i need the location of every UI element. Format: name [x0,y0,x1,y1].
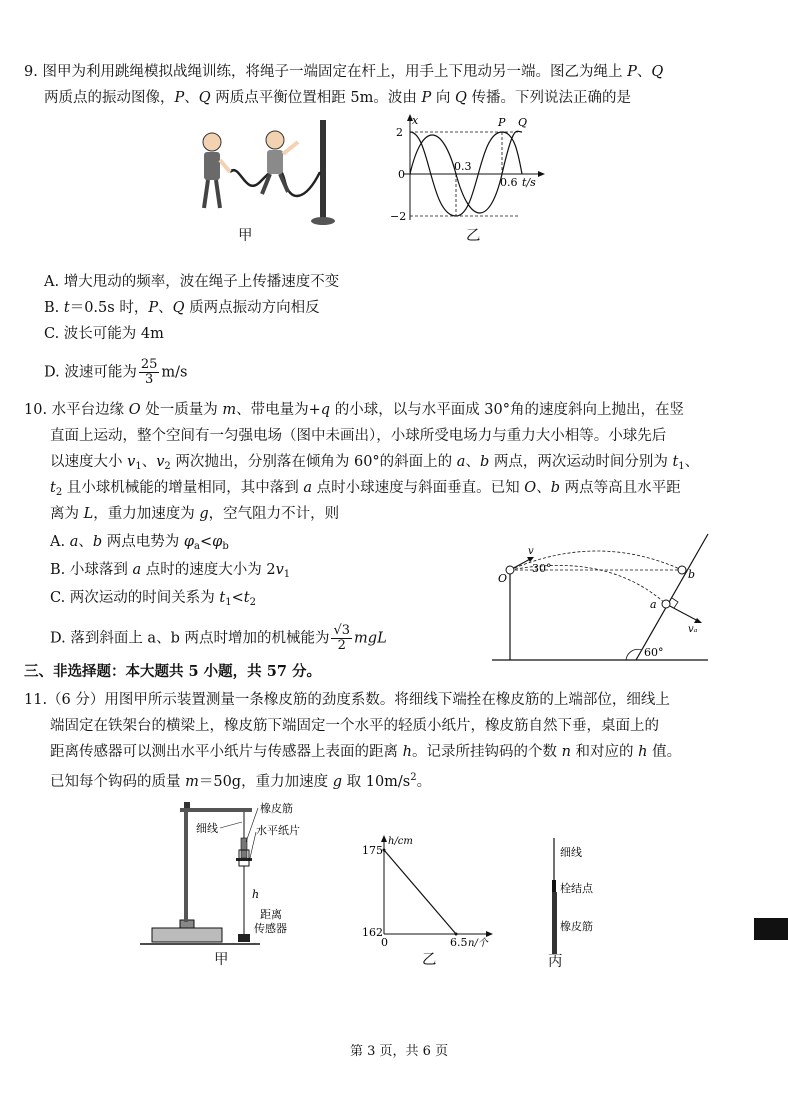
label-b: b [688,568,696,581]
q9-figure-yi [390,112,550,230]
ball-O [506,566,514,574]
q10-stem-line3: 以速度大小 $v_1$、$v_2$ 两次抛出，分别落在倾角为 60°的斜面上的 a、b 两点，两次运动时间分别为 $t_1$、 [50,454,700,472]
q11-figure-bing [540,834,630,954]
q10-option-a: A. a、b 两点电势为 $\varphi_a<\varphi_b$ [50,534,229,552]
graph-tick-2: 2 [396,126,403,139]
graph-x-label: t/s [522,176,536,189]
q10-option-c: C. 两次运动的时间关系为 $t_1<t_2$ [50,590,256,608]
q11-fig-yi-caption: 乙 [422,952,437,968]
q9-option-a: A. 增大甩动的频率，波在绳子上传播速度不变 [44,274,340,290]
bing-label-xiangpijin: 橡皮筋 [560,920,593,933]
bing-label-shuanjie: 栓结点 [560,882,593,895]
q10-stem-line2: 直面上运动，整个空间有一匀强电场（图中未画出），小球所受电场力与重力大小相等。小球先后 [50,428,667,444]
kid1-head [203,133,221,151]
q9-figure-jia [190,112,350,242]
kid1-body [204,152,220,180]
q11-figure-jia [140,798,320,968]
label-30deg: 30° [532,562,552,575]
graph-y-label: x [412,114,419,127]
graph-tick-neg2: −2 [390,210,407,223]
label-a: a [650,598,657,611]
kid2-body [267,150,283,174]
q9-option-b: B. t＝0.5s 时，P、Q 质两点振动方向相反 [44,300,320,316]
bing-knot [552,880,556,892]
q11-stem-line4: 已知每个钩码的质量 m＝50g，重力加速度 g 取 $10m/s^2$。 [50,772,432,790]
chart-y-label: h/cm [388,836,413,847]
q9-fig-yi-caption: 乙 [466,228,481,244]
graph-label-P: P [498,116,506,129]
label-O: O [498,572,508,585]
chart-tick-65: 6.5 [450,936,468,948]
q9-option-d: D. 波速可能为 $\frac{25}{3}$ m/s [44,357,188,387]
kid2-head [266,131,284,149]
label-xixian: 细线 [196,822,218,835]
stand-base [152,928,222,942]
graph-tick-03: 0.3 [454,160,472,173]
q10-option-b: B. 小球落到 a 点时的速度大小为 $2v_1$ [50,562,291,580]
q11-fig-bing-caption: 丙 [548,954,563,970]
graph-tick-0: 0 [398,168,405,181]
label-h: h [252,888,260,901]
bing-rubber [552,892,557,954]
q9-stem-line1: 9. 图甲为利用跳绳模拟战绳训练，将绳子一端固定在杆上，用手上下甩动另一端。图乙为绳上 P、Q [24,64,664,80]
q11-stem-line1: 11.（6 分）用图甲所示装置测量一条橡皮筋的劲度系数。将细线下端拴在橡皮筋的上端部位，细线上 [24,692,670,708]
q11-fig-jia-caption: 甲 [214,952,229,968]
section-3-header: 三、非选择题：本大题共 5 小题，共 57 分。 [24,663,321,680]
label-60deg: 60° [644,646,664,659]
stand-rod [184,806,188,922]
pole [320,120,326,220]
q11-stem-line2: 端固定在铁架台的横梁上，橡皮筋下端固定一个水平的轻质小纸片，橡皮筋自然下垂，桌面上的 [50,718,659,734]
label-juli: 距离 [260,908,282,921]
graph-label-Q: Q [518,116,528,129]
paper-piece [236,858,252,861]
slope [636,534,708,660]
chart-tick-0: 0 [381,936,388,948]
q11-figure-yi-chart [354,832,494,948]
q11-stem-line3: 距离传感器可以测出水平小纸片与传感器上表面的距离 h。记录所挂钩码的个数 n 和对应的 h 值。 [50,744,682,760]
page-footer: 第 3 页，共 6 页 [350,1044,449,1059]
q10-figure [488,532,710,664]
q9-fig-jia-caption: 甲 [238,228,253,244]
bing-label-xixian: 细线 [560,846,582,859]
chart-tick-162: 162 [362,926,383,939]
chart-series-line [384,850,456,934]
label-v: v [528,546,534,557]
ball-b [678,566,686,574]
label-zhipian: 水平纸片 [256,824,300,837]
q10-stem-line5: 离为 L，重力加速度为 g，空气阻力不计，则 [50,506,340,522]
chart-x-label: n/个 [468,938,488,948]
label-chuanganqi: 传感器 [254,922,287,935]
label-va: vₐ [688,624,698,635]
q9-option-c: C. 波长可能为 4m [44,326,164,342]
q10-stem-line4: $t_2$ 且小球机械能的增量相同，其中落到 a 点时小球速度与斜面垂直。已知 O、b 两点等高且水平距 [50,480,681,498]
q10-stem-line1: 10. 水平台边缘 O 处一质量为 m、带电量为+q 的小球，以与水平面成 30°角的速度斜向上抛出，在竖 [24,402,685,418]
page-edge-tab [754,918,788,940]
crossbar [180,808,252,812]
q9-stem-line2: 两质点的振动图像，P、Q 两质点平衡位置相距 5m。波由 P 向 Q 传播。下列说法正确的是 [44,90,631,106]
q10-option-d: D. 落到斜面上 a、b 两点时增加的机械能为 $\frac{√3}{2}$ mgL [50,623,387,653]
pole-base [311,217,335,225]
distance-sensor [238,934,250,942]
graph-tick-06: 0.6 [500,176,518,189]
ball-a [662,600,670,608]
label-xiangpijin: 橡皮筋 [260,802,293,815]
chart-tick-175: 175 [362,844,383,857]
